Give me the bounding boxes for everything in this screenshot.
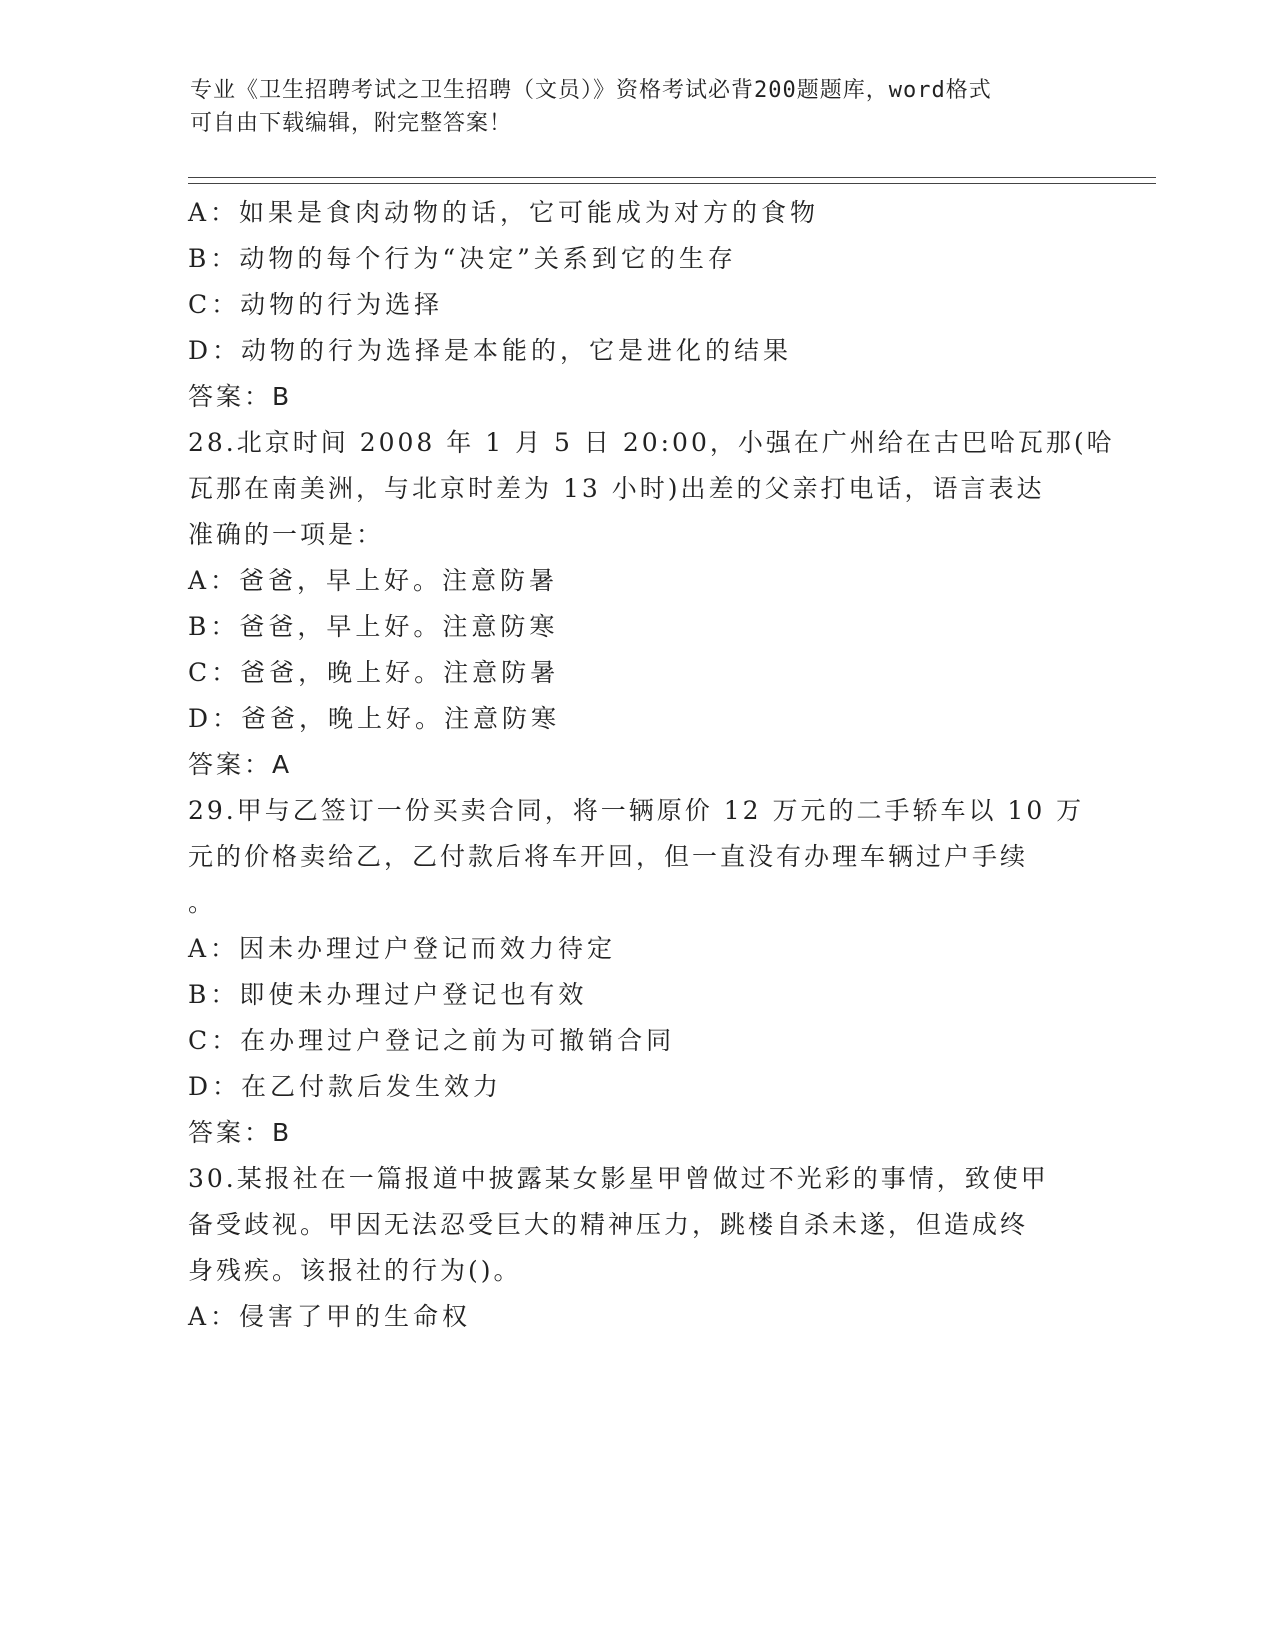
question-text-line: 29.甲与乙签订一份买卖合同，将一辆原价 12 万元的二手轿车以 10 万 xyxy=(188,796,1085,825)
question-text-line: 瓦那在南美洲，与北京时差为 13 小时)出差的父亲打电话，语言表达 xyxy=(188,474,1045,503)
option-a: A：侵害了甲的生命权 xyxy=(188,1302,472,1331)
answer-line: 答案：B xyxy=(188,1118,293,1147)
question-text-line: 28.北京时间 2008 年 1 月 5 日 20:00，小强在广州给在古巴哈瓦那(哈 xyxy=(188,428,1115,457)
header-title-line-2: 可自由下载编辑，附完整答案！ xyxy=(190,111,513,136)
question-27-continuation xyxy=(188,190,1088,420)
option-b: B：即使未办理过户登记也有效 xyxy=(188,980,588,1009)
option-c: C：爸爸，晚上好。注意防暑 xyxy=(188,658,560,687)
question-30 xyxy=(188,1156,1088,1340)
option-b: B：动物的每个行为“决定”关系到它的生存 xyxy=(188,244,737,273)
question-content xyxy=(188,190,1115,1340)
option-a: A：因未办理过户登记而效力待定 xyxy=(188,934,617,963)
question-29 xyxy=(188,788,1088,1156)
option-c: C：动物的行为选择 xyxy=(188,290,444,319)
question-28 xyxy=(188,420,1115,788)
option-c: C：在办理过户登记之前为可撤销合同 xyxy=(188,1026,676,1055)
header-title-line-1: 专业《卫生招聘考试之卫生招聘（文员）》资格考试必背200题题库，word格式 xyxy=(190,78,992,103)
question-text-line: 元的价格卖给乙，乙付款后将车开回，但一直没有办理车辆过户手续 xyxy=(188,842,1029,871)
option-a: A：爸爸，早上好。注意防暑 xyxy=(188,566,559,595)
option-a: A：如果是食肉动物的话，它可能成为对方的食物 xyxy=(188,198,820,227)
option-d: D：在乙付款后发生效力 xyxy=(188,1072,503,1101)
answer-line: 答案：A xyxy=(188,750,293,779)
question-text-line: 准确的一项是： xyxy=(188,520,385,549)
header-divider xyxy=(188,177,1156,184)
question-text-line: 30.某报社在一篇报道中披露某女影星甲曾做过不光彩的事情，致使甲 xyxy=(188,1164,1049,1193)
question-text-line: 。 xyxy=(188,888,217,917)
question-text-line: 备受歧视。甲因无法忍受巨大的精神压力，跳楼自杀未遂，但造成终 xyxy=(188,1210,1029,1239)
option-d: D：爸爸，晚上好。注意防寒 xyxy=(188,704,561,733)
question-text-line: 身残疾。该报社的行为()。 xyxy=(188,1256,522,1285)
document-header xyxy=(190,74,1090,140)
option-d: D：动物的行为选择是本能的，它是进化的结果 xyxy=(188,336,793,365)
answer-line: 答案：B xyxy=(188,382,293,411)
option-b: B：爸爸，早上好。注意防寒 xyxy=(188,612,559,641)
